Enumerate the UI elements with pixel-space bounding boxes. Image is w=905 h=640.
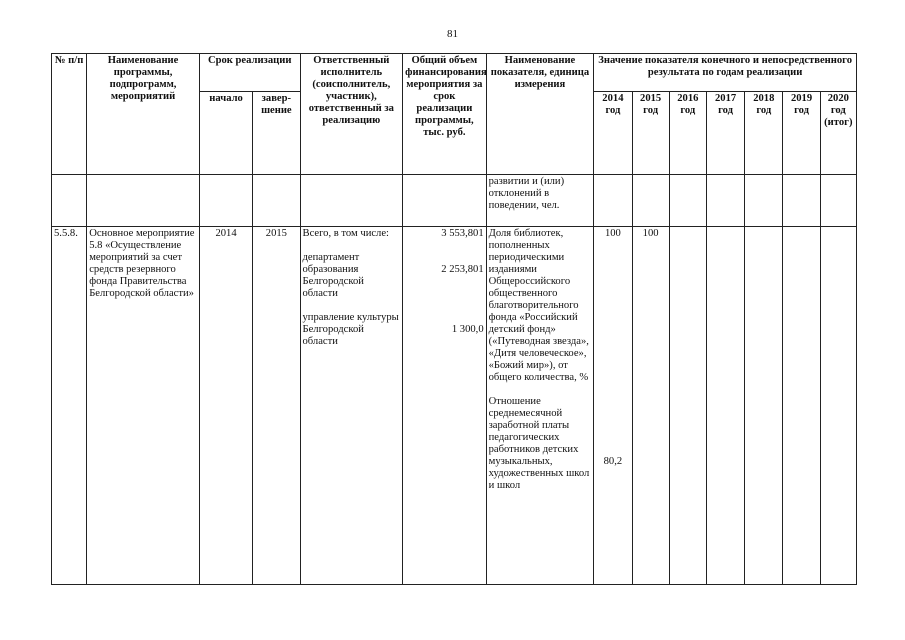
continuation-indicator: развитии и (или) отклонений в поведении, чел. xyxy=(486,175,594,227)
executor-culture-dept: управление культуры Белгородской области xyxy=(302,312,399,347)
year-2018-header: 2018 год xyxy=(745,92,783,175)
value-2016 xyxy=(669,227,706,585)
ind2-2014-value: 80,2 xyxy=(603,456,623,467)
page-number: 81 xyxy=(447,28,458,40)
col-indicator-header: Наименование показателя, единица измерения xyxy=(486,54,594,175)
finance-total: 3 553,801 xyxy=(441,228,484,239)
row-start-year: 2014 xyxy=(199,227,252,585)
value-2014 xyxy=(594,227,632,585)
row-executor xyxy=(300,227,403,585)
value-2019 xyxy=(783,227,820,585)
col-finance-header: Общий объем финансирования мероприятия за срок реализации программы, тыс. руб. xyxy=(403,54,487,175)
col-end-header: завер-шение xyxy=(253,92,300,175)
value-2015 xyxy=(632,227,669,585)
row-end-year: 2015 xyxy=(253,227,300,585)
year-2015-header: 2015 год xyxy=(632,92,669,175)
year-2020-header: 2020 год (итог) xyxy=(820,92,856,175)
ind1-2015-value: 100 xyxy=(642,228,659,239)
ind1-2014-value: 100 xyxy=(604,228,621,239)
indicator-library-share: Доля библиотек, пополненных периодическими изданиями Общероссийского общественного благотворительного фонда «Российский детский фонд» («Путеводная звезда», «Дитя человеческое», «Божий мир»), от общего количества, % xyxy=(488,228,589,383)
table-row-5-5-8 xyxy=(52,227,857,585)
col-start-header: начало xyxy=(199,92,252,175)
value-2020 xyxy=(820,227,856,585)
continuation-row xyxy=(52,175,857,227)
row-num: 5.5.8. xyxy=(52,227,87,585)
finance-culture-dept: 1 300,0 xyxy=(451,324,484,335)
value-2018 xyxy=(745,227,783,585)
col-name-header: Наименование программы, подпрограмм, мероприятий xyxy=(87,54,200,175)
year-2016-header: 2016 год xyxy=(669,92,706,175)
finance-education-dept: 2 253,801 xyxy=(441,264,484,275)
executor-total: Всего, в том числе: xyxy=(302,228,389,239)
year-2017-header: 2017 год xyxy=(706,92,744,175)
col-executor-header: Ответственный исполнитель (соисполнитель, участник), ответственный за реализацию xyxy=(300,54,403,175)
year-2014-header: 2014 год xyxy=(594,92,632,175)
executor-education-dept: департамент образования Белгородской области xyxy=(302,252,364,299)
header-row-1 xyxy=(52,54,857,92)
program-table xyxy=(51,53,857,585)
col-num-header: № п/п xyxy=(52,54,87,175)
col-values-header: Значение показателя конечного и непосредственного результата по годам реализации xyxy=(594,54,857,92)
row-indicators xyxy=(486,227,594,585)
value-2017 xyxy=(706,227,744,585)
year-2019-header: 2019 год xyxy=(783,92,820,175)
indicator-salary-ratio: Отношение среднемесячной заработной платы педагогических работников детских музыкальных, художественных школ и школ xyxy=(488,396,590,491)
col-period-header: Срок реализации xyxy=(199,54,300,92)
row-name: Основное мероприятие 5.8 «Осуществление мероприятий за счет средств резервного фонда Правительства Белгородской области» xyxy=(87,227,200,585)
row-finance xyxy=(403,227,487,585)
